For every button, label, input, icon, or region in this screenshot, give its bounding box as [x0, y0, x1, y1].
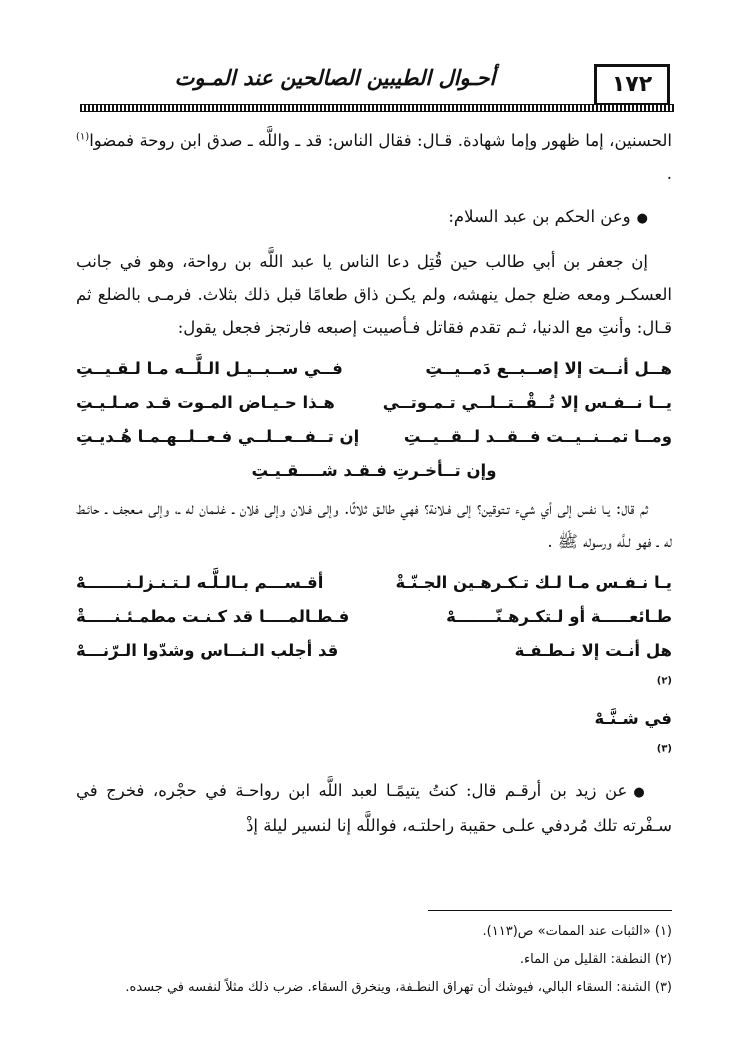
footnote-ref-1[interactable]: (١)	[76, 131, 90, 143]
verse-line: ومــا تمــنــيــت فــقــد لــقــيــتِ إن تــفــعــلــي فـعــلــهـمـا هُـديـتِ	[76, 427, 672, 446]
footnote-ref-2[interactable]: (٢)	[656, 675, 672, 687]
page-body	[76, 124, 672, 842]
verse-line: طـائعـــــة أو لـتكـرهـنّـــــــهْ فـطـالمــــا قد كـنـت مطمـئـنـــــةْ	[76, 607, 672, 626]
paragraph-3: إن جعفر بن أبي طالب حين قُتِل دعا الناس يا عبد اللَّه بن رواحة، وهو في جانب العسكـر ومعه ضلع جمل ينهشه، ولم يكـن ذاق طعامًا قبل ذلك بثلاث. فرمـى بالضلع ثم قـال: وأنتِ مع الدنيا، ثـم تقدم فقاتل فـأصيبت إصبعه فارتجز فجعل يقول:	[76, 252, 672, 337]
footnote-3: (٣) الشنة: السقاء البالي، فيوشك أن تهراق النطـفة، وينخرق السقاء. ضرب ذلك مثلاً لنفسه في جسده.	[125, 980, 672, 995]
verse-line: يـا نـفـس مـا لـك تـكـرهـين الجـنّـةْ أقـســـم بـالـلَّـه لـتـنـزلـنـــــــهْ	[76, 573, 672, 592]
verse-line-centered: وإن تــأخـرتِ فـقـد شــــقـيـتِ	[251, 461, 497, 480]
paragraph-2: ●وعن الحكم بن عبد السلام:	[448, 207, 648, 226]
poem-1	[76, 352, 672, 488]
footnote-ref-3[interactable]: (٣)	[656, 743, 672, 755]
verse-line: هــل أنــت إلا إصــبــع دَمــيــتِ فــي ســبــيـل الـلَّــه مـا لـقـيــتِ	[76, 359, 672, 378]
paragraph-5: ●عن زيد بن أرقـم قال: كنتُ يتيمًـا لعبد اللَّه ابن رواحـة في حجْره، فخرج في سـفْرته تلك مُردفي علـى حقيبة راحلتـه، فواللَّه إنا لنسير ليلة إذْ	[76, 781, 672, 835]
header-rule	[80, 104, 674, 112]
paragraph-4: ثم قال: يـا نفس إلى أي شيء تـتوقين؟ إلى فـلانة؟ فهي طالـق ثلاثًا. وإلى فـلان وإلى فلان ـ غلـمان له ـ، وإلى مـعجف ـ حائـط له ـ فهو لـلَّه ورسوله ﷺ .	[76, 499, 672, 551]
poem-2	[76, 566, 672, 770]
footnotes	[76, 918, 672, 1002]
page-header	[80, 50, 674, 110]
paragraph-1: الحسنين، إما ظهور وإما شهادة. قـال: فقال الناس: قد ـ واللَّه ـ صدق ابن روحة فمضوا$^{(١)}$ .	[76, 131, 672, 183]
footnote-2: (٢) النطفة: القليل من الماء.	[519, 952, 672, 967]
footnote-1: (١) «الثبات عند الممات» ص(١١٣).	[482, 924, 672, 939]
footnote-rule	[428, 910, 672, 911]
verse-line: هل أنـت إلا نـطـفـة $^{(٢)}$ في شـنَّـهْ $^{(٣)}$ قد أجلب الـنــاس وشدّوا الـرّنـــهْ	[76, 641, 672, 755]
page-number: ١٧٢	[594, 64, 670, 106]
running-title: أحـوال الطيبين الصالحين عند المـوت	[174, 66, 496, 90]
bullet-icon: ●	[636, 211, 648, 226]
verse-line: يــا نــفـس إلا تُــقْــتــلــي تـمـوتــي هـذا حـيـاض المـوت قـد صـلـيـتِ	[76, 393, 672, 412]
bullet-icon: ●	[633, 785, 648, 800]
